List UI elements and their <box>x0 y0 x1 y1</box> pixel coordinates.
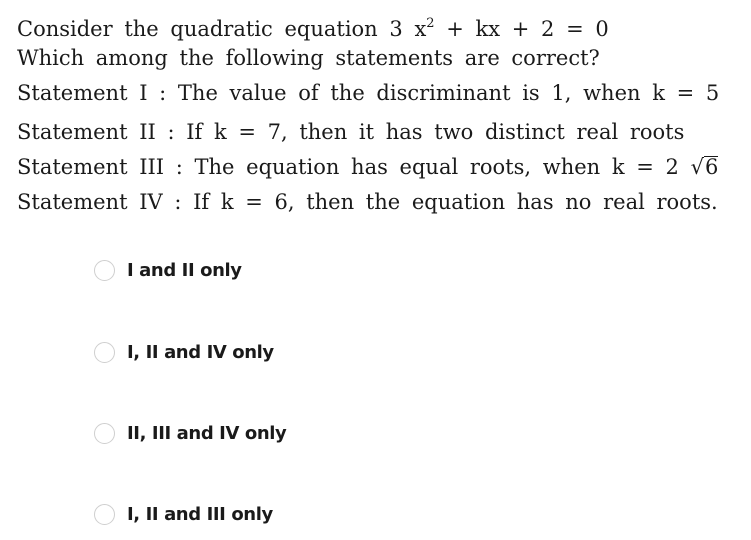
question-intro: Consider the quadratic equation <box>17 17 378 41</box>
radicand: 6 <box>705 155 719 179</box>
radio-button[interactable] <box>94 504 115 525</box>
option-label: I and II only <box>127 260 242 281</box>
statement-2: Statement II : If k = 7, then it has two distinct real roots <box>17 120 685 144</box>
question-prompt: Which among the following statements are correct? <box>17 46 600 70</box>
option-1[interactable] <box>94 260 242 281</box>
option-3[interactable] <box>94 423 286 444</box>
option-label: I, II and IV only <box>127 342 274 363</box>
option-label: II, III and IV only <box>127 423 287 444</box>
option-4[interactable] <box>94 504 273 525</box>
option-label: I, II and III only <box>127 504 273 525</box>
equation-variable: x <box>414 17 427 41</box>
statement-3 <box>17 150 747 185</box>
question-line-equation <box>17 6 747 41</box>
option-2[interactable] <box>94 342 274 363</box>
radio-button[interactable] <box>94 260 115 281</box>
equation-coefficient: 3 <box>389 17 403 41</box>
radio-button[interactable] <box>94 423 115 444</box>
statement-4: Statement IV : If k = 6, then the equation has no real roots. <box>17 190 718 214</box>
statement-1: Statement I : The value of the discriminant is 1, when k = 5 <box>17 81 720 105</box>
radical-sign: √ <box>690 155 704 179</box>
square-root <box>691 150 719 185</box>
equation-rest: + kx + 2 = 0 <box>446 17 609 41</box>
radio-button[interactable] <box>94 342 115 363</box>
question-text <box>17 6 747 220</box>
equation-exponent: 2 <box>426 16 435 31</box>
statement-3-text: Statement III : The equation has equal roots, when k = 2 <box>17 155 679 179</box>
